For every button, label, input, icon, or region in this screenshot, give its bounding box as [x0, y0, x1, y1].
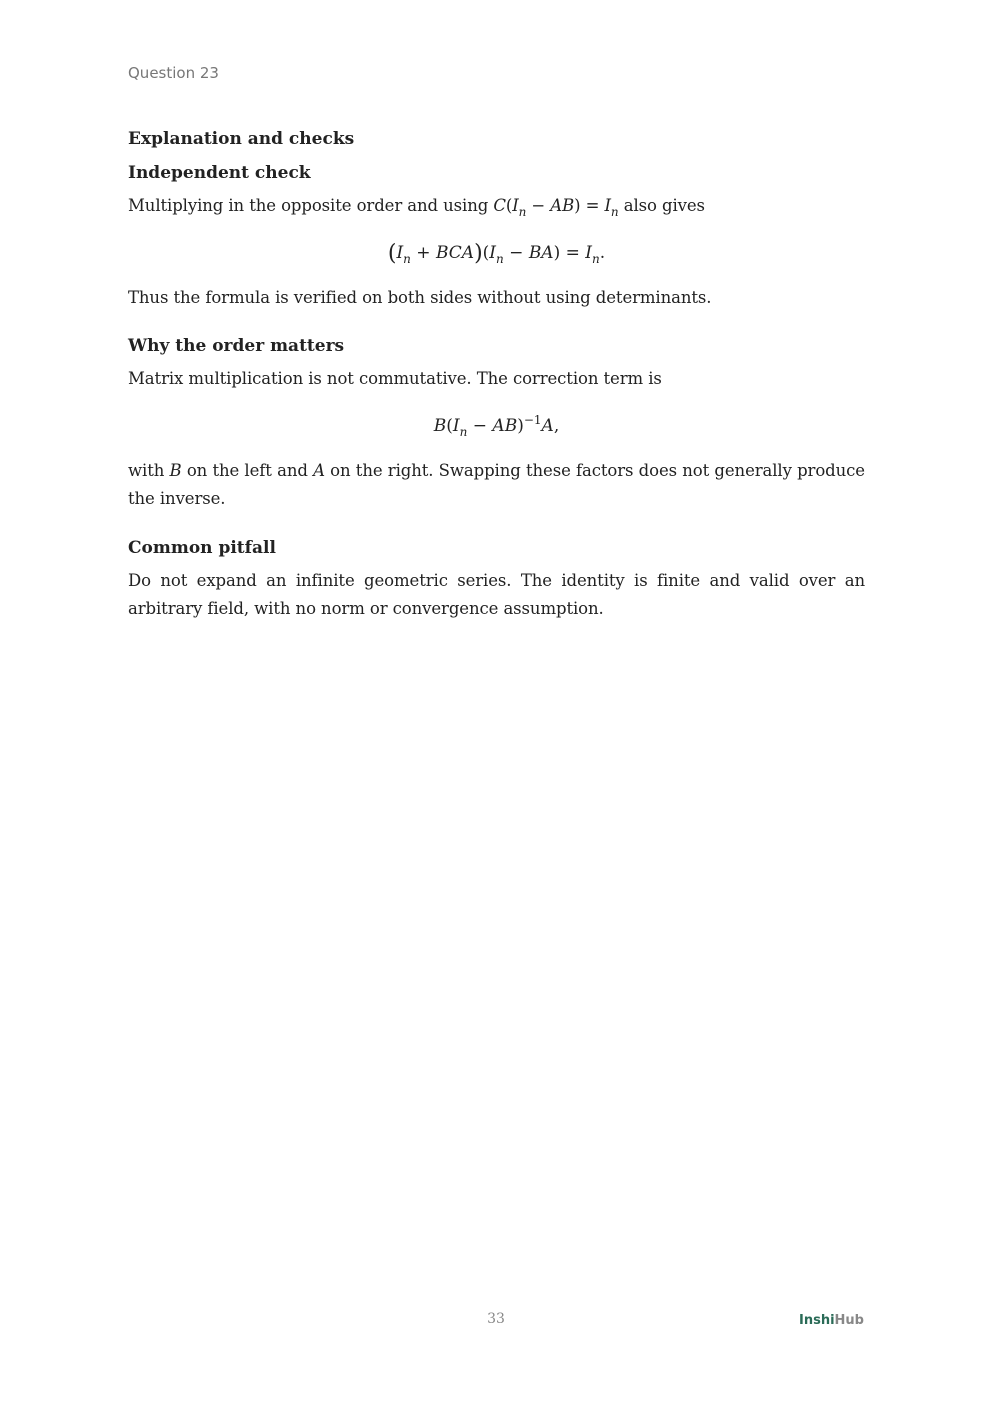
page-number: 33 — [487, 1311, 505, 1327]
paragraph-independent-check: Multiplying in the opposite order and using $C(I_n - AB) = I_n$ also gives — [128, 196, 705, 219]
running-header: Question 23 — [128, 64, 219, 82]
display-equation-1: $(I_n + BCA)(I_n - BA) = I_n$. — [387, 240, 606, 266]
paragraph-factors — [128, 457, 865, 514]
subsection-title-independent-check: Independent check — [128, 163, 311, 183]
subsection-title-pitfall: Common pitfall — [128, 537, 276, 558]
subsection-title-order: Why the order matters — [128, 336, 345, 356]
inline-math: B — [169, 460, 182, 480]
document-body — [128, 127, 865, 624]
text-fragment: also gives — [623, 196, 705, 215]
brand-logo-part2: Hub — [834, 1313, 864, 1328]
text-fragment: on the left and — [186, 460, 308, 480]
text-fragment: Multiplying in the opposite order and using — [128, 196, 489, 215]
text-fragment: with — [128, 460, 165, 480]
inline-math: C — [493, 196, 506, 215]
text-fragment: on the right. Swapping these factors does not generally produce the inverse. — [128, 460, 865, 508]
display-equation-2: $B(I_n - AB)^{-1}A$, — [433, 412, 560, 439]
paragraph-order: Matrix multiplication is not commutative. The correction term is — [128, 369, 662, 388]
paragraph-pitfall: Do not expand an infinite geometric series. The identity is finite and valid over an arbitrary field, with no norm or convergence assumption. — [128, 570, 865, 618]
brand-logo — [799, 1313, 864, 1328]
paragraph-verification: Thus the formula is verified on both sides without using determinants. — [128, 287, 712, 307]
inline-math: A — [313, 460, 325, 480]
brand-logo-part1: Inshi — [799, 1313, 835, 1328]
section-title: Explanation and checks — [128, 129, 355, 149]
